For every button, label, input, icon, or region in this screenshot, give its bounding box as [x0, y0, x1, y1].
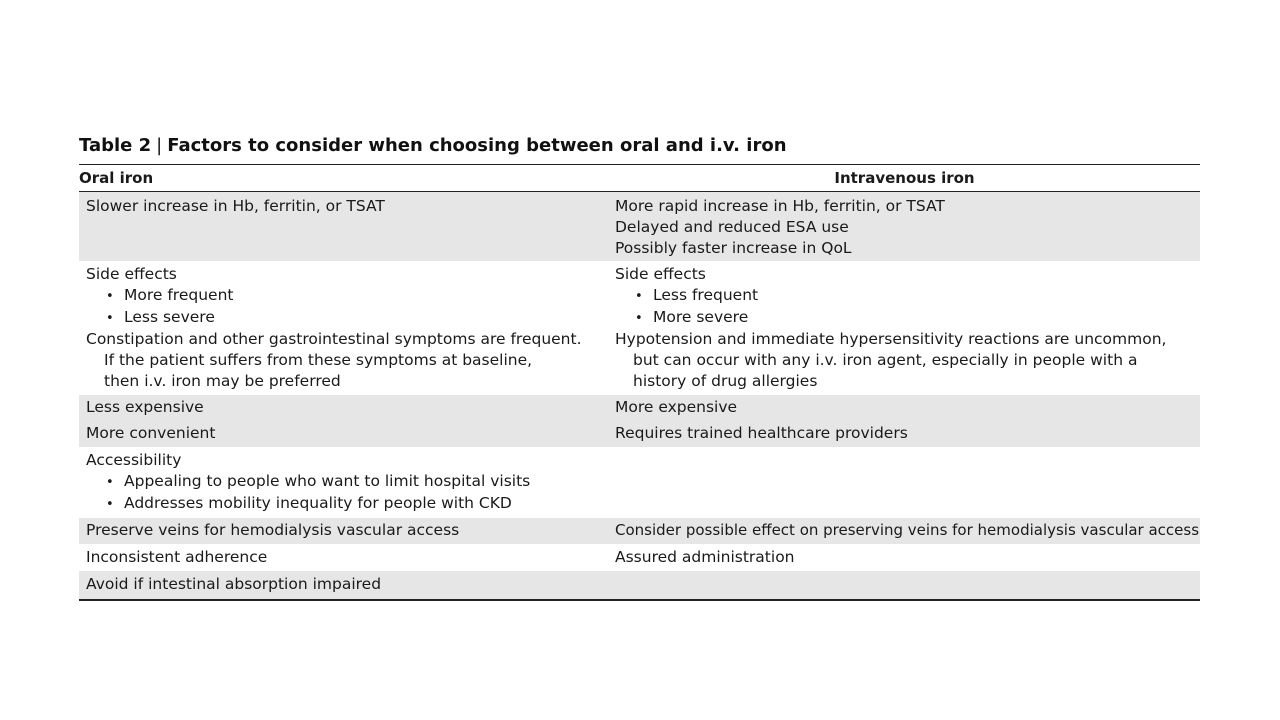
- cell-iv: [609, 423, 1200, 444]
- cell-oral: [79, 264, 609, 392]
- table-row: [79, 447, 1200, 518]
- cell-text: history of drug allergies: [633, 372, 818, 390]
- table-row: [79, 518, 1200, 544]
- cell-iv: [609, 397, 1200, 418]
- cell-text: Requires trained healthcare providers: [615, 424, 908, 442]
- header-oral-iron: Oral iron: [79, 169, 154, 187]
- cell-iv: [609, 520, 1200, 541]
- cell-oral: [79, 450, 609, 515]
- cell-oral: [79, 196, 609, 259]
- table-row: [79, 571, 1200, 599]
- bullet-item: • More severe: [615, 307, 1200, 329]
- cell-iv: [609, 450, 1200, 515]
- cell-text: Preserve veins for hemodialysis vascular access: [86, 521, 460, 539]
- cell-oral: [79, 574, 609, 595]
- cell-text: Inconsistent adherence: [86, 548, 268, 566]
- cell-text: Constipation and other gastrointestinal symptoms are frequent.: [86, 330, 582, 348]
- header-intravenous-iron: Intravenous iron: [834, 169, 975, 187]
- cell-text: More rapid increase in Hb, ferritin, or TSAT: [615, 197, 945, 215]
- cell-oral: [79, 547, 609, 568]
- cell-text: Avoid if intestinal absorption impaired: [86, 575, 382, 593]
- cell-text: but can occur with any i.v. iron agent, especially in people with a: [633, 351, 1138, 369]
- bullet-item: • Less severe: [86, 307, 609, 329]
- cell-oral: [79, 520, 609, 541]
- cell-iv: [609, 196, 1200, 259]
- bullet-item: • Addresses mobility inequality for people with CKD: [86, 493, 609, 515]
- bullet-item: • More frequent: [86, 285, 609, 307]
- table-row: [79, 192, 1200, 261]
- table-row: [79, 544, 1200, 571]
- cell-oral: [79, 423, 609, 444]
- table-header: [79, 165, 1200, 192]
- table-title: Factors to consider when choosing between oral and i.v. iron: [167, 135, 787, 156]
- cell-iv: [609, 574, 1200, 595]
- bullet-item: • Less frequent: [615, 285, 1200, 307]
- table-row: [79, 421, 1200, 447]
- cell-subheading: Accessibility: [86, 451, 182, 469]
- cell-text: Assured administration: [615, 548, 795, 566]
- table-row: [79, 395, 1200, 421]
- table-label: Table 2: [79, 135, 152, 156]
- table-caption: [79, 134, 1200, 158]
- cell-text: Consider possible effect on preserving veins for hemodialysis vascular access: [615, 521, 1200, 539]
- bullet-item: • Appealing to people who want to limit hospital visits: [86, 471, 609, 493]
- cell-text: More convenient: [86, 424, 216, 442]
- cell-subheading: Side effects: [86, 265, 177, 283]
- cell-text: More expensive: [615, 398, 738, 416]
- cell-subheading: Side effects: [615, 265, 706, 283]
- cell-text: then i.v. iron may be preferred: [104, 372, 341, 390]
- cell-text: Possibly faster increase in QoL: [615, 239, 852, 257]
- cell-oral: [79, 397, 609, 418]
- cell-text: Delayed and reduced ESA use: [615, 218, 849, 236]
- factors-table: [79, 134, 1200, 601]
- table-body: [79, 164, 1200, 601]
- cell-iv: [609, 547, 1200, 568]
- cell-text: Slower increase in Hb, ferritin, or TSAT: [86, 197, 385, 215]
- cell-iv: [609, 264, 1200, 392]
- cell-text: Hypotension and immediate hypersensitivity reactions are uncommon,: [615, 330, 1167, 348]
- table-row: [79, 261, 1200, 395]
- cell-text: Less expensive: [86, 398, 204, 416]
- caption-separator: |: [156, 135, 163, 156]
- cell-text: If the patient suffers from these symptoms at baseline,: [104, 351, 533, 369]
